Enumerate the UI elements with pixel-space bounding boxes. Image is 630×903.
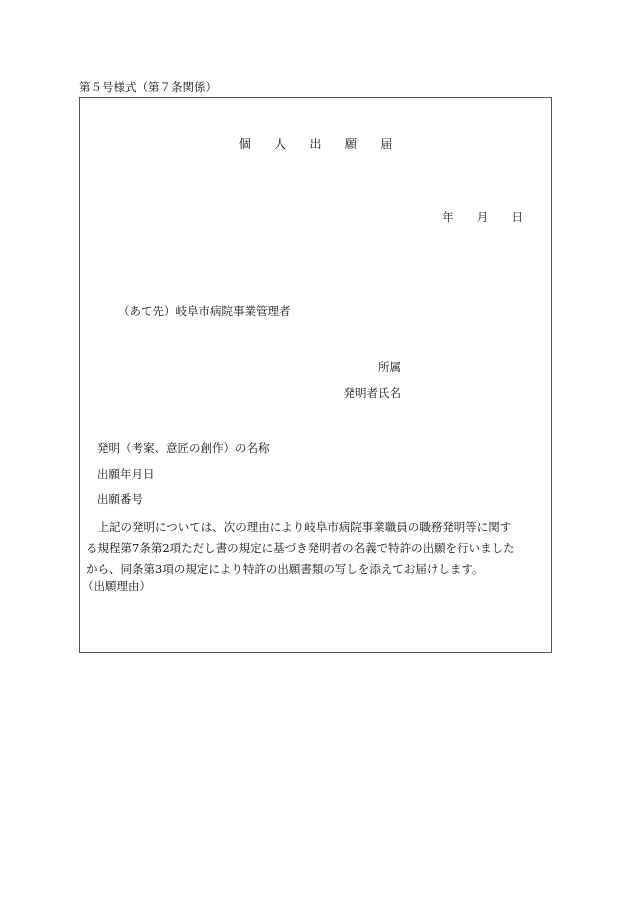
addressee: （あて先）岐阜市病院事業管理者 xyxy=(118,304,291,318)
body-line: 上記の発明については、次の理由により岐阜市病院事業職員の職務発明等に関す xyxy=(97,520,512,534)
date-year: 年 xyxy=(442,210,454,224)
inventor-name-label: 発明者氏名 xyxy=(343,386,401,400)
form-number: 第５号様式（第７条関係） xyxy=(79,80,217,94)
body-line: る規程第7条第2項ただし書の規定に基づき発明者の名義で特許の出願を行いました xyxy=(86,541,515,555)
document-title: 個人出願届 xyxy=(238,137,416,151)
date-month: 月 xyxy=(476,210,489,224)
filing-date-label: 出願年月日 xyxy=(97,467,155,481)
date-line xyxy=(442,212,523,224)
date-day: 日 xyxy=(511,210,523,224)
affiliation-label: 所属 xyxy=(378,360,401,374)
form-frame xyxy=(79,97,552,653)
application-number-label: 出願番号 xyxy=(97,492,143,506)
reason-label: （出願理由） xyxy=(82,579,151,593)
body-line: から、同条第3項の規定により特許の出願書類の写しを添えてお届けします。 xyxy=(86,562,484,576)
body-paragraph xyxy=(86,517,548,580)
invention-name-label: 発明（考案、意匠の創作）の名称 xyxy=(97,441,270,455)
